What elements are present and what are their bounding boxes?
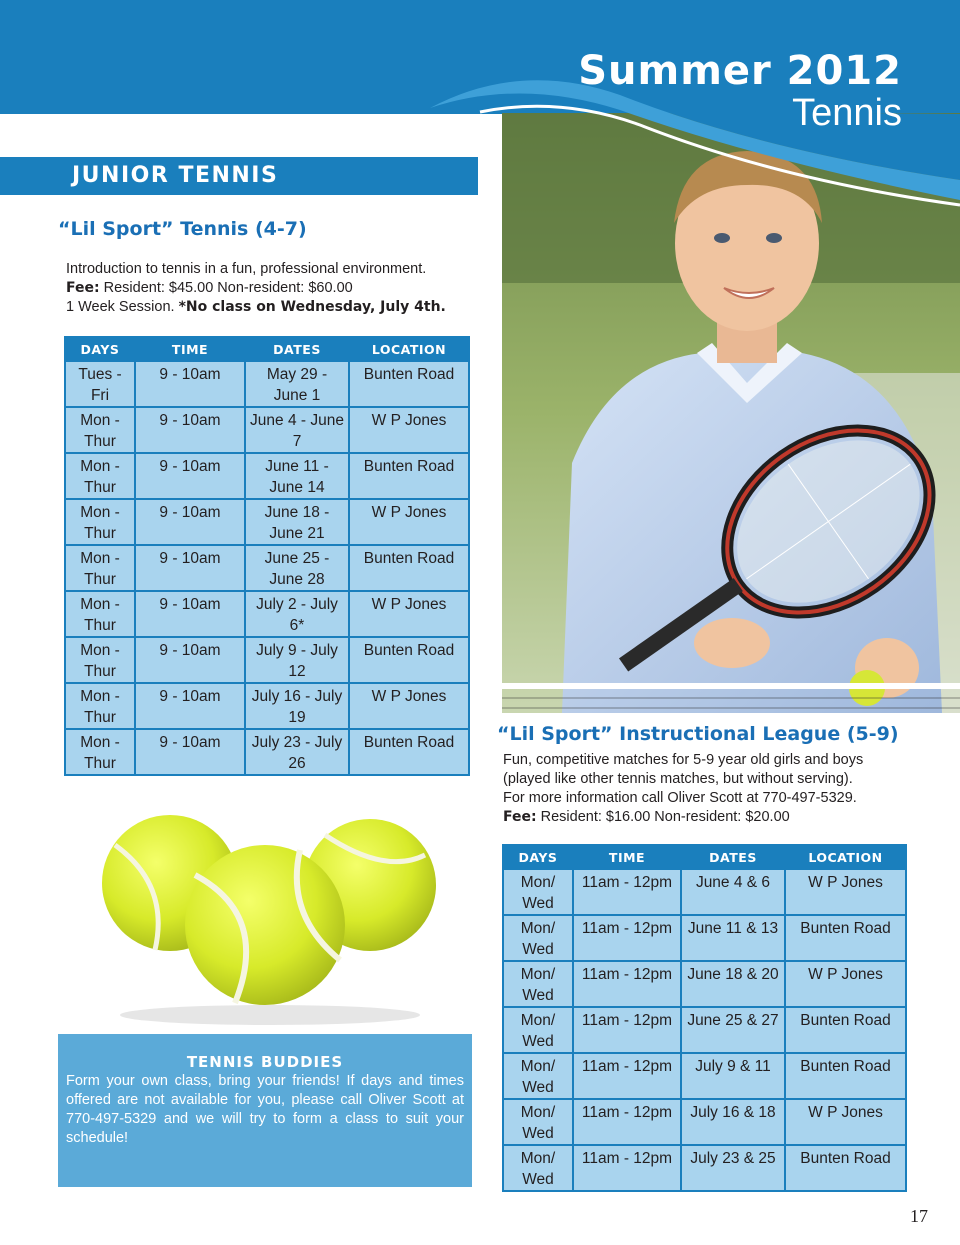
- dates-cell: May 29 - June 1: [245, 361, 349, 407]
- days-cell: Mon - Thur: [65, 683, 135, 729]
- table-row: [503, 961, 906, 1007]
- days-cell: Mon - Thur: [65, 729, 135, 775]
- location-cell: Bunten Road: [349, 453, 469, 499]
- dates-cell: June 4 - June 7: [245, 407, 349, 453]
- page-number: 17: [910, 1206, 928, 1226]
- location-cell: Bunten Road: [349, 637, 469, 683]
- table-row: [65, 545, 469, 591]
- dates-cell: July 16 - July 19: [245, 683, 349, 729]
- dates-cell: June 4 & 6: [681, 869, 785, 915]
- tennis-buddies-text: Form your own class, bring your friends! If days and times offered are not available for you, please call Oliver Scott at 770-497-5329 and we will try to form a class to suit your schedule!: [66, 1073, 464, 1146]
- days-cell: Mon/ Wed: [503, 1053, 573, 1099]
- table-row: [65, 407, 469, 453]
- column-header-days: DAYS: [65, 337, 135, 361]
- column-header-location: LOCATION: [349, 337, 469, 361]
- days-cell: Mon - Thur: [65, 499, 135, 545]
- lil-sport-note: *No class on Wednesday, July 4th.: [178, 299, 446, 315]
- lil-sport-intro: Introduction to tennis in a fun, professional environment.: [66, 261, 427, 277]
- days-cell: Mon/ Wed: [503, 961, 573, 1007]
- days-cell: Tues - Fri: [65, 361, 135, 407]
- instructional-league-title: “Lil Sport” Instructional League (5-9): [497, 723, 899, 745]
- time-cell: 11am - 12pm: [573, 1099, 681, 1145]
- dates-cell: June 11 - June 14: [245, 453, 349, 499]
- table-row: [503, 1145, 906, 1191]
- days-cell: Mon - Thur: [65, 545, 135, 591]
- location-cell: W P Jones: [785, 869, 906, 915]
- tennis-buddies-title: TENNIS BUDDIES: [186, 1053, 344, 1071]
- time-cell: 9 - 10am: [135, 545, 245, 591]
- time-cell: 11am - 12pm: [573, 961, 681, 1007]
- table-row: [503, 1053, 906, 1099]
- lil-sport-schedule-table: [64, 336, 470, 776]
- location-cell: Bunten Road: [785, 1053, 906, 1099]
- column-header-days: DAYS: [503, 845, 573, 869]
- location-cell: Bunten Road: [785, 1007, 906, 1053]
- lil-sport-tennis-title: “Lil Sport” Tennis (4-7): [58, 218, 307, 240]
- page-subtitle: Tennis: [792, 92, 902, 134]
- time-cell: 11am - 12pm: [573, 869, 681, 915]
- table-row: [503, 1099, 906, 1145]
- table-row: [503, 915, 906, 961]
- days-cell: Mon/ Wed: [503, 1145, 573, 1191]
- time-cell: 11am - 12pm: [573, 915, 681, 961]
- time-cell: 9 - 10am: [135, 499, 245, 545]
- days-cell: Mon - Thur: [65, 453, 135, 499]
- dates-cell: July 2 - July 6*: [245, 591, 349, 637]
- location-cell: W P Jones: [785, 961, 906, 1007]
- instructional-league-description: [503, 751, 943, 827]
- dates-cell: June 18 - June 21: [245, 499, 349, 545]
- days-cell: Mon/ Wed: [503, 915, 573, 961]
- column-header-dates: DATES: [681, 845, 785, 869]
- junior-tennis-banner: [0, 157, 478, 195]
- column-header-time: TIME: [573, 845, 681, 869]
- lil-sport-fee-label: Fee:: [66, 280, 100, 296]
- page-title: Summer 2012: [578, 48, 902, 94]
- league-fee-text: Resident: $16.00 Non-resident: $20.00: [540, 809, 790, 825]
- days-cell: Mon/ Wed: [503, 1099, 573, 1145]
- table-row: [65, 361, 469, 407]
- junior-tennis-heading: JUNIOR TENNIS: [72, 163, 279, 188]
- time-cell: 9 - 10am: [135, 407, 245, 453]
- location-cell: Bunten Road: [349, 729, 469, 775]
- time-cell: 11am - 12pm: [573, 1053, 681, 1099]
- league-line-3: For more information call Oliver Scott at 770-497-5329.: [503, 790, 857, 806]
- column-header-location: LOCATION: [785, 845, 906, 869]
- lil-sport-session-text: 1 Week Session.: [66, 299, 175, 315]
- location-cell: W P Jones: [349, 407, 469, 453]
- dates-cell: July 16 & 18: [681, 1099, 785, 1145]
- dates-cell: June 25 - June 28: [245, 545, 349, 591]
- table-header-row: [503, 845, 906, 869]
- table-header-row: [65, 337, 469, 361]
- table-row: [65, 683, 469, 729]
- table-row: [65, 499, 469, 545]
- table-row: [503, 1007, 906, 1053]
- time-cell: 9 - 10am: [135, 729, 245, 775]
- lil-sport-description: [66, 260, 486, 317]
- tennis-buddies-box: [58, 1034, 472, 1187]
- table-row: [65, 453, 469, 499]
- lil-sport-fee-text: Resident: $45.00 Non-resident: $60.00: [103, 280, 353, 296]
- location-cell: W P Jones: [349, 591, 469, 637]
- days-cell: Mon - Thur: [65, 637, 135, 683]
- column-header-time: TIME: [135, 337, 245, 361]
- time-cell: 9 - 10am: [135, 637, 245, 683]
- location-cell: Bunten Road: [785, 1145, 906, 1191]
- days-cell: Mon - Thur: [65, 591, 135, 637]
- location-cell: W P Jones: [349, 499, 469, 545]
- location-cell: Bunten Road: [349, 361, 469, 407]
- league-line-2: (played like other tennis matches, but without serving).: [503, 771, 853, 787]
- days-cell: Mon - Thur: [65, 407, 135, 453]
- dates-cell: June 11 & 13: [681, 915, 785, 961]
- dates-cell: July 23 - July 26: [245, 729, 349, 775]
- table-row: [65, 729, 469, 775]
- dates-cell: July 9 & 11: [681, 1053, 785, 1099]
- league-line-1: Fun, competitive matches for 5-9 year old girls and boys: [503, 752, 864, 768]
- league-fee-label: Fee:: [503, 809, 537, 825]
- location-cell: Bunten Road: [349, 545, 469, 591]
- location-cell: W P Jones: [349, 683, 469, 729]
- time-cell: 11am - 12pm: [573, 1145, 681, 1191]
- tennis-balls-image: [95, 805, 445, 1030]
- dates-cell: July 23 & 25: [681, 1145, 785, 1191]
- table-row: [65, 637, 469, 683]
- location-cell: Bunten Road: [785, 915, 906, 961]
- dates-cell: June 25 & 27: [681, 1007, 785, 1053]
- time-cell: 11am - 12pm: [573, 1007, 681, 1053]
- time-cell: 9 - 10am: [135, 591, 245, 637]
- time-cell: 9 - 10am: [135, 683, 245, 729]
- days-cell: Mon/ Wed: [503, 1007, 573, 1053]
- dates-cell: July 9 - July 12: [245, 637, 349, 683]
- days-cell: Mon/ Wed: [503, 869, 573, 915]
- dates-cell: June 18 & 20: [681, 961, 785, 1007]
- instructional-league-schedule-table: [502, 844, 907, 1192]
- table-row: [65, 591, 469, 637]
- time-cell: 9 - 10am: [135, 453, 245, 499]
- time-cell: 9 - 10am: [135, 361, 245, 407]
- column-header-dates: DATES: [245, 337, 349, 361]
- location-cell: W P Jones: [785, 1099, 906, 1145]
- table-row: [503, 869, 906, 915]
